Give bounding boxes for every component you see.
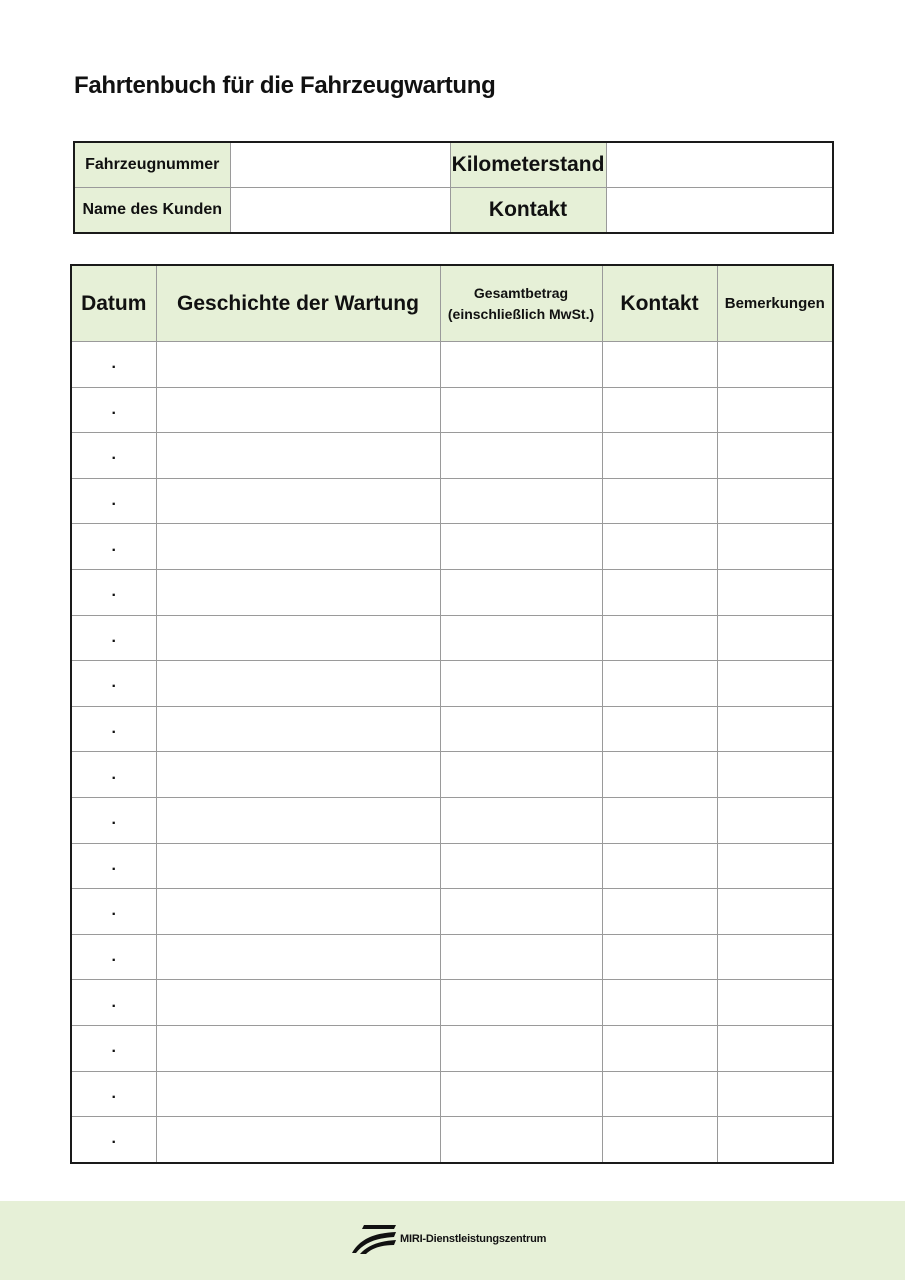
history-cell[interactable] bbox=[156, 934, 440, 980]
total-cell[interactable] bbox=[440, 843, 602, 889]
col-header-total-line1: Gesamtbetrag bbox=[473, 284, 569, 301]
remarks-cell[interactable] bbox=[717, 661, 833, 707]
table-row bbox=[71, 615, 833, 661]
total-cell[interactable] bbox=[440, 980, 602, 1026]
history-cell[interactable] bbox=[156, 843, 440, 889]
contact-cell[interactable] bbox=[602, 342, 717, 388]
remarks-cell[interactable] bbox=[717, 706, 833, 752]
contact-cell[interactable] bbox=[602, 615, 717, 661]
remarks-cell[interactable] bbox=[717, 433, 833, 479]
total-cell[interactable] bbox=[440, 1117, 602, 1163]
date-cell[interactable]: . bbox=[71, 1071, 156, 1117]
contact-field[interactable] bbox=[606, 188, 833, 234]
contact-cell[interactable] bbox=[602, 934, 717, 980]
contact-cell[interactable] bbox=[602, 524, 717, 570]
contact-cell[interactable] bbox=[602, 889, 717, 935]
contact-cell[interactable] bbox=[602, 1117, 717, 1163]
total-cell[interactable] bbox=[440, 524, 602, 570]
footer-brand bbox=[350, 1223, 546, 1255]
total-cell[interactable] bbox=[440, 797, 602, 843]
contact-cell[interactable] bbox=[602, 478, 717, 524]
table-row bbox=[71, 889, 833, 935]
remarks-cell[interactable] bbox=[717, 1071, 833, 1117]
log-rows bbox=[71, 342, 833, 1163]
remarks-cell[interactable] bbox=[717, 843, 833, 889]
remarks-cell[interactable] bbox=[717, 889, 833, 935]
remarks-cell[interactable] bbox=[717, 1117, 833, 1163]
remarks-cell[interactable] bbox=[717, 980, 833, 1026]
col-header-date: Datum bbox=[71, 265, 156, 342]
col-header-remarks: Bemerkungen bbox=[717, 265, 833, 342]
miri-logo-icon bbox=[350, 1223, 396, 1255]
date-cell[interactable]: . bbox=[71, 433, 156, 479]
date-cell[interactable]: . bbox=[71, 569, 156, 615]
customer-name-label: Name des Kunden bbox=[74, 188, 230, 234]
total-cell[interactable] bbox=[440, 752, 602, 798]
remarks-cell[interactable] bbox=[717, 387, 833, 433]
table-row bbox=[71, 934, 833, 980]
table-row bbox=[71, 1071, 833, 1117]
table-row bbox=[71, 1025, 833, 1071]
history-cell[interactable] bbox=[156, 342, 440, 388]
history-cell[interactable] bbox=[156, 661, 440, 707]
history-cell[interactable] bbox=[156, 1025, 440, 1071]
date-cell[interactable]: . bbox=[71, 889, 156, 935]
brand-name: MIRI-Dienstleistungszentrum bbox=[400, 1233, 547, 1245]
contact-cell[interactable] bbox=[602, 797, 717, 843]
total-cell[interactable] bbox=[440, 1071, 602, 1117]
table-row bbox=[71, 661, 833, 707]
date-cell[interactable]: . bbox=[71, 843, 156, 889]
history-cell[interactable] bbox=[156, 980, 440, 1026]
table-row bbox=[71, 433, 833, 479]
vehicle-info-table bbox=[73, 141, 834, 234]
history-cell[interactable] bbox=[156, 1117, 440, 1163]
col-header-contact: Kontakt bbox=[602, 265, 717, 342]
date-cell[interactable]: . bbox=[71, 797, 156, 843]
total-cell[interactable] bbox=[440, 934, 602, 980]
remarks-cell[interactable] bbox=[717, 1025, 833, 1071]
contact-cell[interactable] bbox=[602, 569, 717, 615]
remarks-cell[interactable] bbox=[717, 478, 833, 524]
contact-cell[interactable] bbox=[602, 433, 717, 479]
total-cell[interactable] bbox=[440, 387, 602, 433]
contact-label: Kontakt bbox=[450, 188, 606, 234]
maintenance-log-table bbox=[70, 264, 834, 1164]
date-cell[interactable]: . bbox=[71, 934, 156, 980]
remarks-cell[interactable] bbox=[717, 569, 833, 615]
contact-cell[interactable] bbox=[602, 843, 717, 889]
date-cell[interactable]: . bbox=[71, 752, 156, 798]
date-cell[interactable]: . bbox=[71, 478, 156, 524]
table-row bbox=[71, 706, 833, 752]
contact-cell[interactable] bbox=[602, 1071, 717, 1117]
contact-cell[interactable] bbox=[602, 980, 717, 1026]
history-cell[interactable] bbox=[156, 433, 440, 479]
history-cell[interactable] bbox=[156, 615, 440, 661]
date-cell[interactable]: . bbox=[71, 387, 156, 433]
table-row bbox=[71, 478, 833, 524]
contact-cell[interactable] bbox=[602, 387, 717, 433]
history-cell[interactable] bbox=[156, 797, 440, 843]
total-cell[interactable] bbox=[440, 615, 602, 661]
table-row bbox=[71, 752, 833, 798]
date-cell[interactable]: . bbox=[71, 980, 156, 1026]
remarks-cell[interactable] bbox=[717, 752, 833, 798]
col-header-total-line2: (einschließlich MwSt.) bbox=[447, 305, 595, 322]
table-row bbox=[71, 1117, 833, 1163]
total-cell[interactable] bbox=[440, 661, 602, 707]
table-row bbox=[71, 980, 833, 1026]
total-cell[interactable] bbox=[440, 478, 602, 524]
mileage-field[interactable] bbox=[606, 142, 833, 188]
history-cell[interactable] bbox=[156, 478, 440, 524]
date-cell[interactable]: . bbox=[71, 706, 156, 752]
remarks-cell[interactable] bbox=[717, 342, 833, 388]
date-cell[interactable]: . bbox=[71, 615, 156, 661]
vehicle-number-label: Fahrzeugnummer bbox=[74, 142, 230, 188]
table-row bbox=[71, 843, 833, 889]
total-cell[interactable] bbox=[440, 889, 602, 935]
contact-cell[interactable] bbox=[602, 661, 717, 707]
history-cell[interactable] bbox=[156, 524, 440, 570]
table-row bbox=[71, 387, 833, 433]
contact-cell[interactable] bbox=[602, 1025, 717, 1071]
date-cell[interactable]: . bbox=[71, 661, 156, 707]
table-row bbox=[71, 524, 833, 570]
history-cell[interactable] bbox=[156, 1071, 440, 1117]
history-cell[interactable] bbox=[156, 569, 440, 615]
vehicle-number-field[interactable] bbox=[230, 142, 450, 188]
date-cell[interactable]: . bbox=[71, 342, 156, 388]
remarks-cell[interactable] bbox=[717, 797, 833, 843]
date-cell[interactable]: . bbox=[71, 1117, 156, 1163]
history-cell[interactable] bbox=[156, 889, 440, 935]
remarks-cell[interactable] bbox=[717, 524, 833, 570]
col-header-total bbox=[440, 265, 602, 342]
history-cell[interactable] bbox=[156, 752, 440, 798]
total-cell[interactable] bbox=[440, 569, 602, 615]
remarks-cell[interactable] bbox=[717, 934, 833, 980]
history-cell[interactable] bbox=[156, 387, 440, 433]
page-title: Fahrtenbuch für die Fahrzeugwartung bbox=[74, 72, 496, 99]
total-cell[interactable] bbox=[440, 433, 602, 479]
contact-cell[interactable] bbox=[602, 706, 717, 752]
history-cell[interactable] bbox=[156, 706, 440, 752]
table-row bbox=[71, 797, 833, 843]
total-cell[interactable] bbox=[440, 342, 602, 388]
date-cell[interactable]: . bbox=[71, 524, 156, 570]
col-header-history: Geschichte der Wartung bbox=[156, 265, 440, 342]
date-cell[interactable]: . bbox=[71, 1025, 156, 1071]
total-cell[interactable] bbox=[440, 706, 602, 752]
table-row bbox=[71, 342, 833, 388]
contact-cell[interactable] bbox=[602, 752, 717, 798]
total-cell[interactable] bbox=[440, 1025, 602, 1071]
mileage-label: Kilometerstand bbox=[450, 142, 606, 188]
table-row bbox=[71, 569, 833, 615]
remarks-cell[interactable] bbox=[717, 615, 833, 661]
customer-name-field[interactable] bbox=[230, 188, 450, 234]
